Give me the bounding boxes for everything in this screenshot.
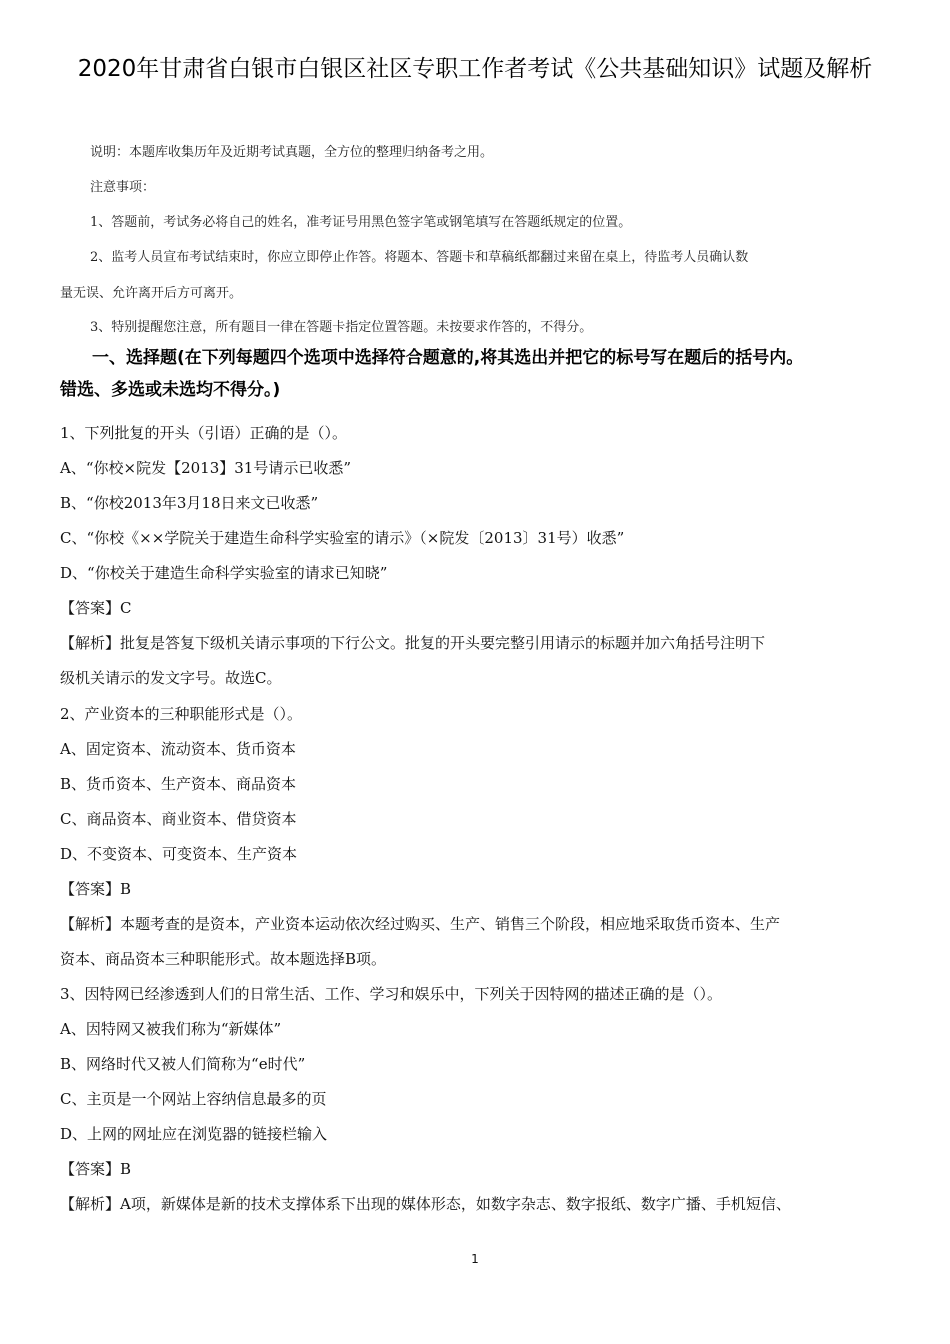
analysis-text: 级机关请示的发文字号。故选C。 <box>60 669 282 687</box>
notice-item-continuation: 量无误、允许离开后方可离开。 <box>60 286 243 301</box>
option-a: A、“你校×院发【2013】31号请示已收悉” <box>60 459 351 477</box>
analysis-text: 批复是答复下级机关请示事项的下行公文。批复的开头要完整引用请示的标题并加六角括号注明下 <box>120 634 766 652</box>
option-c: C、商品资本、商业资本、借贷资本 <box>60 810 297 828</box>
option-d: D、上网的网址应在浏览器的链接栏输入 <box>60 1125 328 1143</box>
option-b: B、“你校2013年3月18日来文已收悉” <box>60 494 319 512</box>
page-number: 1 <box>471 1252 479 1266</box>
document-title: 2020年甘肃省白银市白银区社区专职工作者考试《公共基础知识》试题及解析 <box>77 56 873 82</box>
answer-label: 【答案】 <box>60 880 121 898</box>
analysis-line <box>60 1193 898 1215</box>
answer-line <box>60 878 898 900</box>
analysis-text: 资本、商品资本三种职能形式。故本题选择B项。 <box>60 950 387 968</box>
analysis-line <box>60 913 898 935</box>
section-heading-line: 错选、多选或未选均不得分。) <box>60 380 281 400</box>
answer-value: B <box>120 1160 132 1178</box>
analysis-line <box>60 632 898 654</box>
option-b: B、货币资本、生产资本、商品资本 <box>60 775 297 793</box>
notice-heading: 注意事项： <box>90 180 156 195</box>
answer-value: B <box>120 880 132 898</box>
answer-label: 【答案】 <box>60 1160 121 1178</box>
question-stem: 1、下列批复的开头（引语）正确的是（）。 <box>60 424 348 442</box>
analysis-text: 本题考查的是资本，产业资本运动依次经过购买、生产、销售三个阶段，相应地采取货币资本、生产 <box>120 915 781 933</box>
analysis-label: 【解析】 <box>60 1195 121 1213</box>
intro-description: 说明：本题库收集历年及近期考试真题，全方位的整理归纳备考之用。 <box>90 145 494 160</box>
option-a: A、因特网又被我们称为“新媒体” <box>60 1020 282 1038</box>
analysis-label: 【解析】 <box>60 915 121 933</box>
analysis-text: A项，新媒体是新的技术支撑体系下出现的媒体形态，如数字杂志、数字报纸、数字广播、手机短信、 <box>120 1195 791 1213</box>
notice-item: 3、特别提醒您注意，所有题目一律在答题卡指定位置答题。未按要求作答的，不得分。 <box>90 320 593 335</box>
question-stem: 2、产业资本的三种职能形式是（）。 <box>60 705 303 723</box>
notice-item: 1、答题前，考试务必将自己的姓名，准考证号用黑色签字笔或钢笔填写在答题纸规定的位置。 <box>90 215 632 230</box>
option-d: D、不变资本、可变资本、生产资本 <box>60 845 298 863</box>
option-d: D、“你校关于建造生命科学实验室的请求已知晓” <box>60 564 388 582</box>
option-a: A、固定资本、流动资本、货币资本 <box>60 740 296 758</box>
option-c: C、主页是一个网站上容纳信息最多的页 <box>60 1090 327 1108</box>
analysis-label: 【解析】 <box>60 634 121 652</box>
section-heading-line: 一、选择题(在下列每题四个选项中选择符合题意的,将其选出并把它的标号写在题后的括号内。 <box>92 348 804 368</box>
answer-line <box>60 1158 898 1180</box>
answer-value: C <box>120 599 132 617</box>
question-stem: 3、因特网已经渗透到人们的日常生活、工作、学习和娱乐中，下列关于因特网的描述正确的是（）。 <box>60 985 723 1003</box>
section-heading <box>60 342 900 406</box>
notice-item: 2、监考人员宣布考试结束时，你应立即停止作答。将题本、答题卡和草稿纸都翻过来留在桌上，待监考人员确认数 <box>90 250 749 265</box>
option-b: B、网络时代又被人们简称为“e时代” <box>60 1055 306 1073</box>
option-c: C、“你校《××学院关于建造生命科学实验室的请示》（×院发〔2013〕31号）收悉” <box>60 529 625 547</box>
answer-label: 【答案】 <box>60 599 121 617</box>
answer-line <box>60 597 898 619</box>
